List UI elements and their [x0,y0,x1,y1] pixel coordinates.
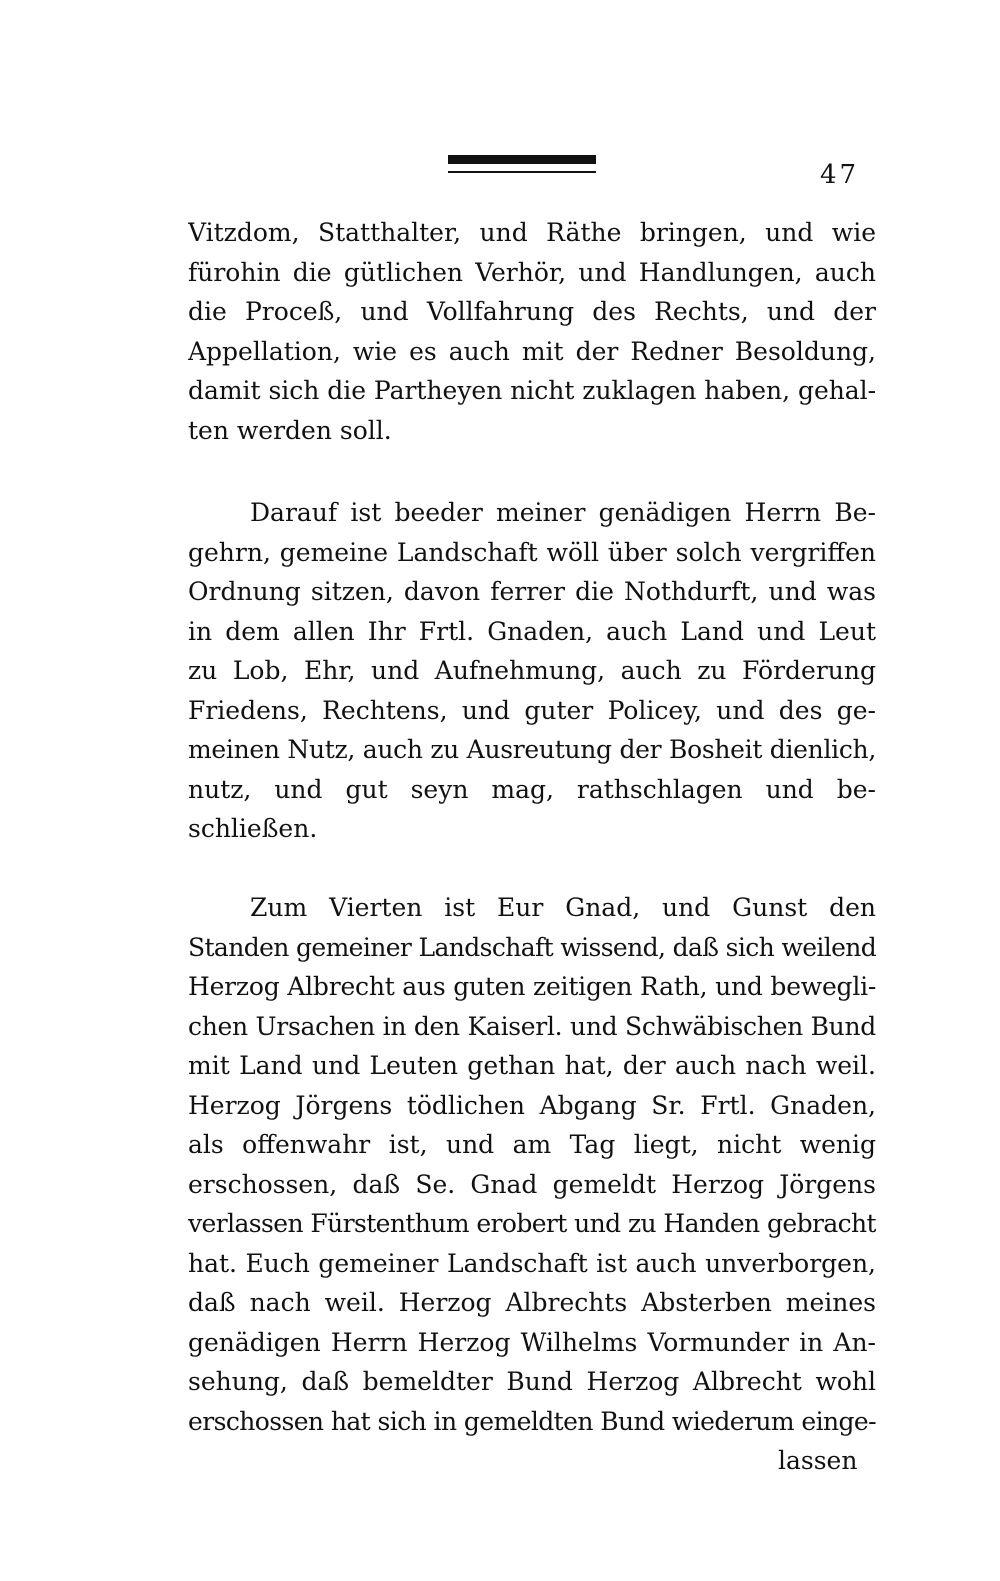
text-line: schließen. [188,814,318,843]
text-line: Appellation, wie es auch mit der Redner Besoldung, [188,336,876,366]
text-line: nutz, und gut seyn mag, rathschlagen und be- [188,774,876,804]
text-line: zu Lob, Ehr, und Aufnehmung, auch zu Förderung [188,656,876,685]
text-line: ten werden soll. [188,415,392,445]
text-line: als offenwahr ist, und am Tag liegt, nicht wenig [188,1130,876,1159]
text-line: in dem allen Ihr Frtl. Gnaden, auch Land und Leut [188,616,876,646]
paragraph-1 [188,213,876,450]
text-line: hat. Euch gemeiner Landschaft ist auch unverborgen, [188,1248,876,1278]
text-line: Ordnung sitzen, davon ferrer die Nothdurft, und was [188,577,876,606]
text-line: erschossen hat sich in gemeldten Bund wiederum einge- [188,1406,876,1436]
header-rule-thin [448,171,596,173]
text-line: damit sich die Partheyen nicht zuklagen haben, gehal- [188,376,876,405]
paragraph-2 [188,493,876,849]
paragraph-3 [188,888,876,1441]
text-line: Darauf ist beeder meiner genädigen Herrn Be- [250,498,876,527]
text-line: gehrn, gemeine Landschaft wöll über solch vergriffen [188,537,876,567]
text-line: fürohin die gütlichen Verhör, und Handlungen, auch [188,257,876,287]
text-line: Vitzdom, Statthalter, und Räthe bringen, und wie [188,218,876,247]
text-line: genädigen Herrn Herzog Wilhelms Vormunder in An- [188,1327,876,1357]
text-line: chen Ursachen in den Kaiserl. und Schwäbischen Bund [188,1011,876,1041]
text-line: meinen Nutz, auch zu Ausreutung der Bosheit dienlich, [188,735,876,764]
text-line: mit Land und Leuten gethan hat, der auch nach weil. [188,1051,876,1080]
catchword: lassen [778,1446,858,1475]
text-line: Standen gemeiner Landschaft wissend, daß sich weilend [188,932,876,962]
text-line: Herzog Jörgens tödlichen Abgang Sr. Frtl. Gnaden, [188,1090,876,1120]
text-line: daß nach weil. Herzog Albrechts Absterben meines [188,1288,876,1317]
text-line: sehung, daß bemeldter Bund Herzog Albrecht wohl [188,1367,876,1396]
text-line: Herzog Albrecht aus guten zeitigen Rath, und bewegli- [188,972,876,1001]
text-line: verlassen Fürstenthum erobert und zu Handen gebracht [188,1209,876,1238]
header-rule-thick [448,155,596,164]
page-number: 47 [820,160,860,190]
text-line: die Proceß, und Vollfahrung des Rechts, und der [188,297,876,326]
text-line: Friedens, Rechtens, und guter Policey, und des ge- [188,695,876,725]
text-line: Zum Vierten ist Eur Gnad, und Gunst den [250,893,876,922]
text-line: erschossen, daß Se. Gnad gemeldt Herzog Jörgens [188,1169,876,1199]
